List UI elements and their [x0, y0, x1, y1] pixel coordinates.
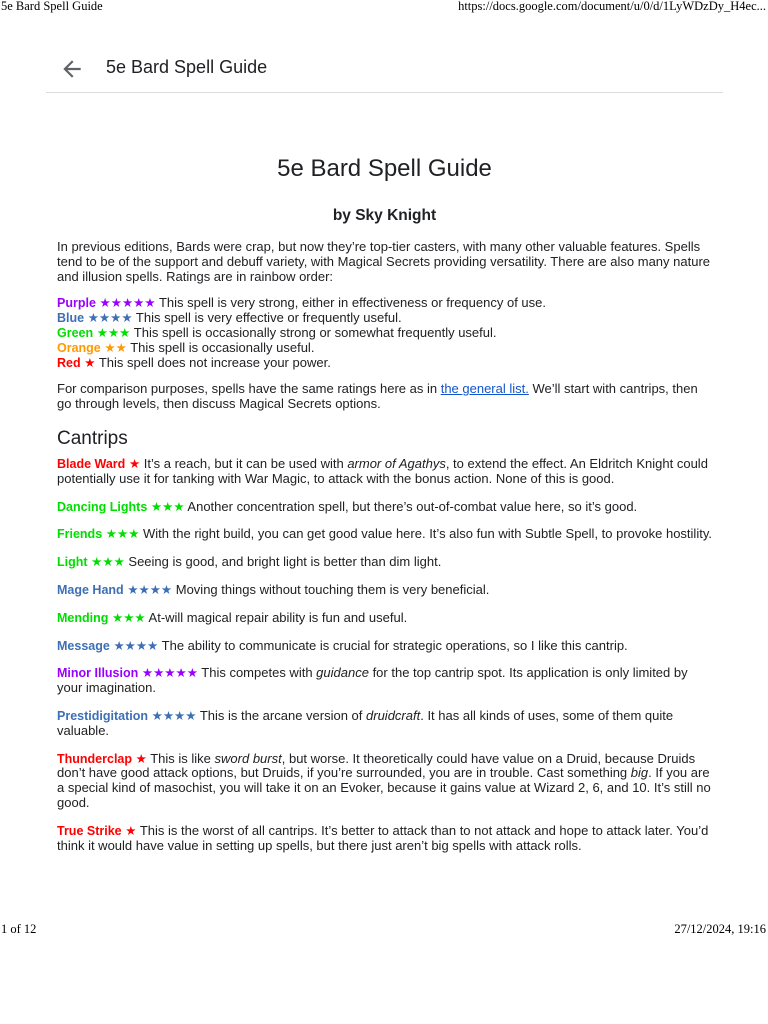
spell-entry — [57, 583, 712, 598]
spell-entry — [57, 611, 712, 626]
print-footer — [0, 922, 768, 938]
doc-app-bar — [46, 48, 723, 93]
spell-description: Seeing is good, and bright light is better than dim light. — [124, 554, 442, 570]
print-header — [0, 0, 768, 14]
spell-entry — [57, 555, 712, 570]
spell-entry — [57, 752, 712, 811]
spell-description: With the right build, you can get good value here. It’s also fun with Subtle Spell, to provoke hostility. — [139, 526, 712, 542]
legend-description: This spell is occasionally strong or somewhat frequently useful. — [130, 324, 497, 340]
legend-label: Green — [57, 325, 94, 340]
spell-description: This competes with — [197, 665, 317, 681]
spell-description: This is like — [146, 750, 215, 766]
rating-stars-icon: ★★★ — [96, 325, 131, 340]
spell-reference: big — [630, 765, 649, 781]
comparison-paragraph — [57, 382, 712, 412]
rating-stars-icon: ★★★★ — [113, 638, 159, 653]
spell-entry — [57, 666, 712, 696]
spell-name: True Strike — [57, 823, 122, 838]
spell-reference: druidcraft — [366, 707, 421, 723]
rating-stars-icon: ★★★★ — [87, 311, 133, 326]
comparison-text-end: We’ll start with cantrips, then go through levels, then discuss Magical Secrets options. — [57, 381, 698, 412]
cantrips-heading: Cantrips — [57, 427, 128, 449]
spell-description: Moving things without touching them is very beneficial. — [172, 581, 490, 597]
spell-name: Mending — [57, 610, 109, 625]
spell-description: The ability to communicate is crucial for strategic operations, so I like this cantrip. — [158, 637, 628, 653]
spell-description: , to extend the effect. An Eldritch Knight could potentially use it for tanking with War Magic, to attack with the bonus action. None of this is good. — [57, 455, 708, 486]
spell-name: Message — [57, 638, 110, 653]
comparison-text: For comparison purposes, spells have the same ratings here as in — [57, 381, 441, 397]
legend-row — [57, 296, 712, 311]
document-author: by Sky Knight — [332, 207, 437, 224]
print-datetime: 27/12/2024, 19:16 — [674, 922, 766, 936]
spell-name: Prestidigitation — [57, 708, 148, 723]
rating-stars-icon: ★★ — [104, 340, 127, 355]
back-arrow-icon[interactable] — [59, 56, 85, 82]
spell-reference: guidance — [316, 665, 369, 681]
legend-row — [57, 326, 712, 341]
spell-entry — [57, 639, 712, 654]
rating-stars-icon: ★★★★ — [151, 708, 197, 723]
rating-legend — [57, 296, 712, 370]
spell-name: Friends — [57, 527, 103, 542]
rating-stars-icon: ★★★ — [91, 555, 125, 570]
legend-row — [57, 341, 712, 356]
spell-description: This is the worst of all cantrips. It’s better to attack than to not attack and hope to attack later. You’d think it would have value in setting up spells, but there just aren’t big spells with attack rolls. — [57, 822, 709, 853]
legend-description: This spell is occasionally useful. — [126, 339, 315, 355]
legend-label: Blue — [57, 311, 85, 326]
legend-description: This spell is very strong, either in effectiveness or frequency of use. — [155, 295, 546, 311]
print-url: https://docs.google.com/document/u/0/d/1LyWDzDy_H4ec... — [458, 0, 766, 13]
spell-entry — [57, 457, 712, 487]
spell-description: Another concentration spell, but there’s out-of-combat value here, so it’s good. — [184, 498, 638, 514]
spell-entry — [57, 709, 712, 739]
spell-entry — [57, 824, 712, 854]
legend-description: This spell is very effective or frequently useful. — [132, 310, 402, 326]
rating-stars-icon: ★★★★ — [127, 582, 173, 597]
spell-name: Dancing Lights — [57, 499, 148, 514]
spell-entry — [57, 500, 712, 515]
rating-stars-icon: ★ — [128, 456, 141, 471]
spell-description: At-will magical repair ability is fun and useful. — [145, 609, 408, 625]
spell-name: Light — [57, 555, 88, 570]
spell-entry — [57, 527, 712, 542]
spell-list — [57, 457, 712, 853]
legend-row — [57, 311, 712, 326]
general-list-link[interactable]: the general list. — [440, 381, 529, 397]
document-title: 5e Bard Spell Guide — [277, 155, 492, 182]
rating-stars-icon: ★★★ — [150, 499, 185, 514]
rating-stars-icon: ★★★ — [105, 527, 140, 542]
spell-name: Blade Ward — [57, 456, 126, 471]
legend-label: Red — [57, 355, 81, 370]
spell-name: Mage Hand — [57, 582, 124, 597]
app-bar-title: 5e Bard Spell Guide — [106, 57, 268, 77]
legend-label: Orange — [57, 340, 101, 355]
legend-label: Purple — [57, 296, 96, 311]
spell-description: . It has all kinds of uses, some of them quite valuable. — [57, 707, 674, 738]
intro-paragraph: In previous editions, Bards were crap, but now they’re top-tier casters, with many other valuable features. Spells tend to be of the support and debuff variety, with Magical Secrets providing versatility. There are also many nature and illusion spells. Ratings are in rainbow order: — [57, 239, 711, 284]
rating-stars-icon: ★★★★★ — [99, 296, 156, 311]
spell-description: This is the arcane version of — [196, 707, 367, 723]
spell-description: , but worse. It theoretically could have value on a Druid, because Druids don’t have good attack options, but Druids, if you’re surrounded, you are in trouble. Cast something — [57, 750, 696, 781]
rating-stars-icon: ★ — [135, 751, 147, 766]
legend-description: This spell does not increase your power. — [95, 354, 331, 370]
print-page-title: 5e Bard Spell Guide — [1, 0, 103, 13]
spell-name: Minor Illusion — [57, 666, 139, 681]
rating-stars-icon: ★ — [125, 823, 137, 838]
rating-stars-icon: ★★★★★ — [141, 666, 198, 681]
spell-reference: armor of Agathys — [347, 455, 446, 471]
spell-reference: sword burst — [214, 750, 282, 766]
legend-row — [57, 356, 712, 371]
rating-stars-icon: ★ — [84, 355, 96, 370]
spell-description: It’s a reach, but it can be used with — [140, 455, 348, 471]
spell-description: for the top cantrip spot. Its application is only limited by your imagination. — [57, 665, 688, 696]
rating-stars-icon: ★★★ — [112, 610, 146, 625]
spell-description: . If you are a special kind of masochist, you will take it on an Evoker, because it gains value at Wizard 2, 6, and 10. It’s still no good. — [57, 765, 711, 810]
print-page-count: 1 of 12 — [1, 922, 37, 936]
document-body — [57, 150, 712, 866]
spell-name: Thunderclap — [57, 751, 133, 766]
